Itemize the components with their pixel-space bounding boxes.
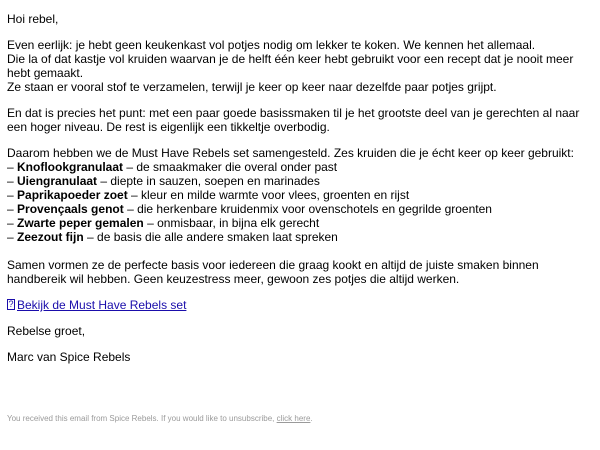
unsubscribe-link[interactable]: click here: [276, 414, 311, 423]
list-item: – Provençaals genot – die herkenbare kruidenmix voor ovenschotels en gegrilde groenten: [7, 202, 492, 216]
intro-paragraph: [7, 38, 587, 94]
spice-name: Zwarte peper gemalen: [17, 216, 144, 230]
footer-end: .: [310, 414, 313, 423]
spice-name: Zeezout fijn: [17, 230, 84, 244]
point-paragraph: En dat is precies het punt: met een paar goede basissmaken til je het grootste deel van je gerechten al naar een hoger niveau. De rest is eigenlijk een tikkeltje overbodig.: [7, 106, 580, 134]
view-set-link-label: Bekijk de Must Have Rebels set: [17, 298, 187, 312]
intro-line: Die la of dat kastje vol kruiden waarvan je de helft één keer hebt gebruikt voor een recept dat je nooit meer hebt gemaakt.: [7, 52, 574, 80]
summary-paragraph: Samen vormen ze de perfecte basis voor iedereen die graag kookt en altijd de juiste smaken binnen handbereik wil hebben. Geen keuzestress meer, gewoon zes potjes die altijd werken.: [7, 258, 539, 286]
spice-name: Paprikapoeder zoet: [17, 188, 128, 202]
spice-name: Provençaals genot: [17, 202, 124, 216]
email-footer: [7, 414, 313, 424]
intro-line: Ze staan er vooral stof te verzamelen, terwijl je keer op keer naar dezelfde paar potjes grijpt.: [7, 80, 497, 94]
greeting: Hoi rebel,: [7, 12, 59, 26]
broken-image-icon: [7, 299, 15, 310]
set-intro: Daarom hebben we de Must Have Rebels set samengesteld. Zes kruiden die je écht keer op keer gebruikt:: [7, 146, 574, 160]
spice-description: – diepte in sauzen, soepen en marinades: [97, 174, 320, 188]
footer-text: You received this email from Spice Rebels. If you would like to unsubscribe,: [7, 414, 277, 423]
email-body: [7, 12, 587, 376]
spice-description: – die herkenbare kruidenmix voor ovenschotels en gegrilde groenten: [123, 202, 492, 216]
list-item: – Zwarte peper gemalen – onmisbaar, in bijna elk gerecht: [7, 216, 320, 230]
list-item: – Knoflookgranulaat – de smaakmaker die overal onder past: [7, 160, 338, 174]
signoff: Rebelse groet,: [7, 324, 86, 338]
spice-name: Knoflookgranulaat: [17, 160, 124, 174]
spice-list: [7, 160, 587, 244]
signature: Marc van Spice Rebels: [7, 350, 131, 364]
spice-name: Uiengranulaat: [17, 174, 98, 188]
list-item: – Zeezout fijn – de basis die alle andere smaken laat spreken: [7, 230, 338, 244]
view-set-link[interactable]: [7, 298, 186, 312]
spice-description: – onmisbaar, in bijna elk gerecht: [143, 216, 320, 230]
list-item: – Uiengranulaat – diepte in sauzen, soepen en marinades: [7, 174, 320, 188]
spice-description: – de smaakmaker die overal onder past: [123, 160, 338, 174]
intro-line: Even eerlijk: je hebt geen keukenkast vol potjes nodig om lekker te koken. We kennen het allemaal.: [7, 38, 536, 52]
cta-paragraph: [7, 298, 587, 312]
spice-description: – kleur en milde warmte voor vlees, groenten en rijst: [127, 188, 410, 202]
list-item: – Paprikapoeder zoet – kleur en milde warmte voor vlees, groenten en rijst: [7, 188, 410, 202]
spice-description: – de basis die alle andere smaken laat spreken: [83, 230, 338, 244]
